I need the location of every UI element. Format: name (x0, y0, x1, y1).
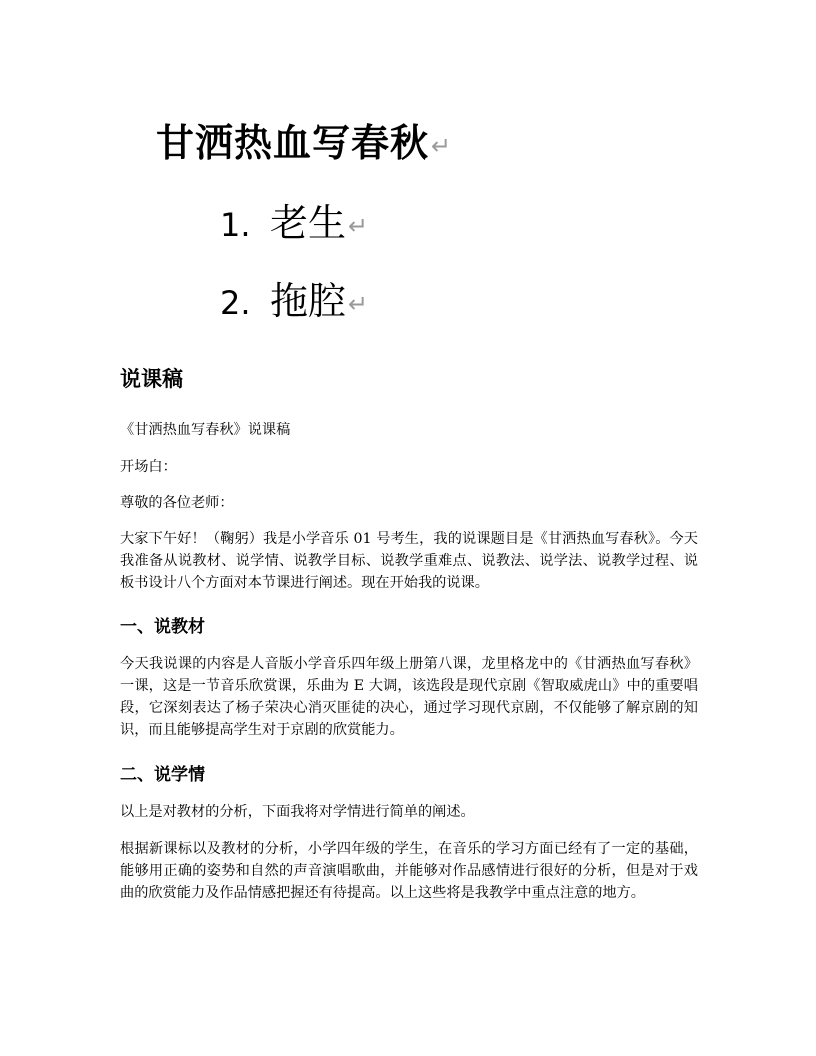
document-title-text: 甘洒热血写春秋 (156, 121, 430, 165)
students-paragraph: 根据新课标以及教材的分析，小学四年级的学生，在音乐的学习方面已经有了一定的基础，能够用正确的姿势和自然的声音演唱歌曲，并能够对作品感情进行很好的分析，但是对于戏曲的欣赏能力及作品情感把握还有待提高。以上这些将是我教学中重点注意的地方。 (120, 841, 698, 901)
paragraph-mark-icon: ↵ (348, 212, 369, 240)
students-intro-paragraph: 以上是对教材的分析，下面我将对学情进行简单的阐述。 (120, 804, 475, 820)
section-heading: 说课稿 (120, 367, 183, 391)
list-item-number: 2. (220, 284, 251, 322)
list-item (220, 192, 368, 247)
section-heading-textbook: 一、说教材 (120, 617, 205, 637)
title-line: 《甘洒热血写春秋》说课稿 (120, 422, 291, 438)
list-item (220, 270, 368, 325)
paragraph-mark-icon: ↵ (348, 290, 369, 318)
list-item-text: 拖腔 (270, 279, 347, 323)
opening-line: 开场白： (120, 459, 177, 475)
list-item-text: 老生 (270, 201, 347, 245)
list-item-number: 1. (220, 206, 251, 244)
paragraph-mark-icon: ↵ (431, 132, 453, 160)
section-heading-students: 二、说学情 (120, 765, 205, 785)
greeting-line: 尊敬的各位老师： (120, 495, 234, 511)
document-title (156, 112, 452, 167)
textbook-paragraph: 今天我说课的内容是人音版小学音乐四年级上册第八课，龙里格龙中的《甘洒热血写春秋》一课，这是一节音乐欣赏课，乐曲为 E 大调，该选段是现代京剧《智取威虎山》中的重要唱段，它深刻表达了杨子荣决心消灭匪徒的决心，通过学习现代京剧，不仅能够了解京剧的知识，而且能够提高学生对于京剧的欣赏能力。 (120, 656, 698, 738)
intro-paragraph: 大家下午好！（鞠躬）我是小学音乐 01 号考生，我的说课题目是《甘洒热血写春秋》。今天我准备从说教材、说学情、说教学目标、说教学重难点、说教法、说学法、说教学过程、说板书设计八个方面对本节课进行阐述。现在开始我的说课。 (120, 531, 698, 591)
